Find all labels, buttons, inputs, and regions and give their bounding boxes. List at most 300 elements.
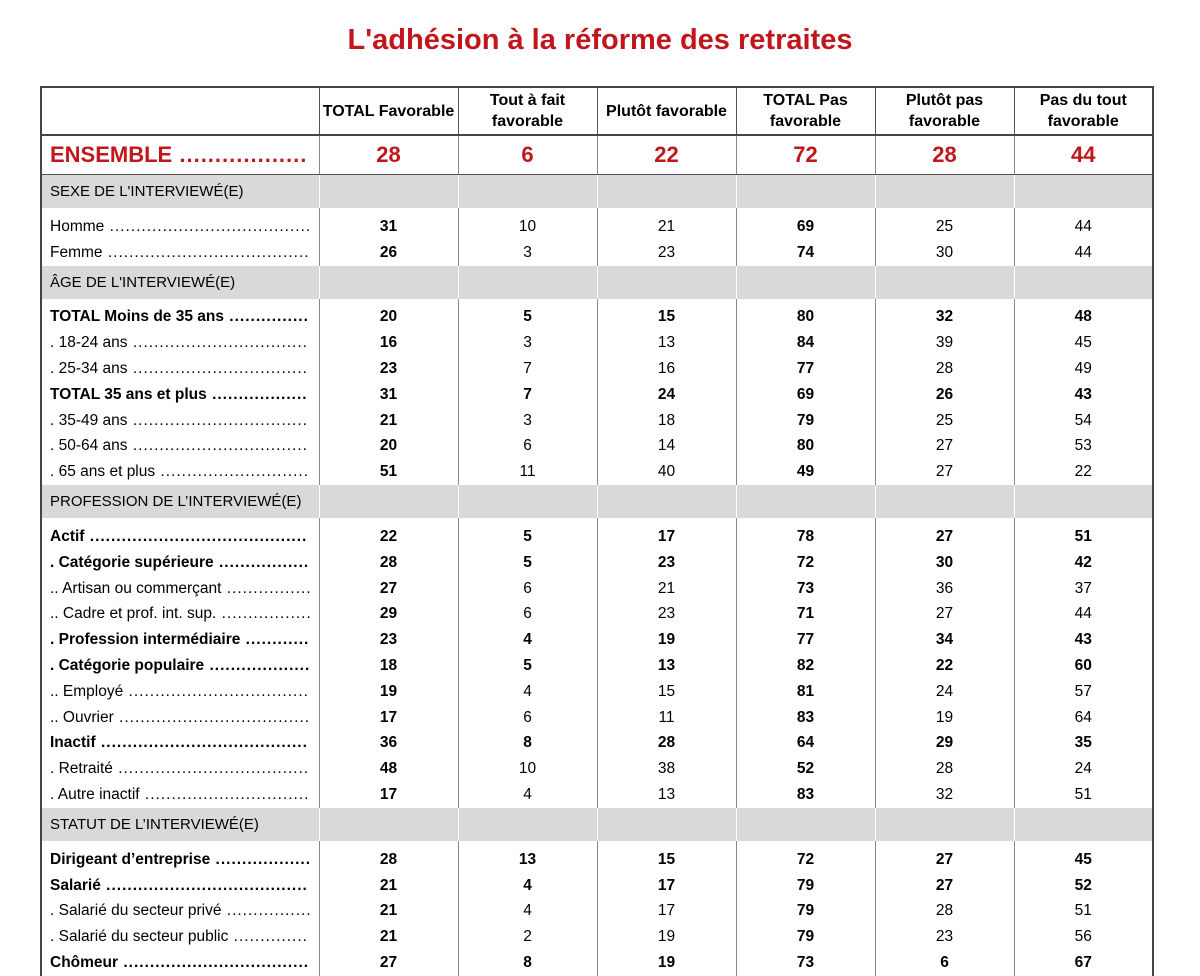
row-label-text: Homme	[50, 217, 105, 235]
leader-dots: ......................................	[102, 243, 310, 261]
row-label	[41, 627, 319, 653]
ensemble-value: 28	[875, 135, 1014, 175]
row-label-text: .. Cadre et prof. int. sup.	[50, 605, 217, 623]
value-cell: 23	[875, 924, 1014, 950]
section-filler-cell	[736, 485, 875, 518]
value-cell: 53	[1014, 434, 1153, 460]
value-cell: 15	[597, 679, 736, 705]
table-row	[41, 305, 1153, 331]
header-corner	[41, 87, 319, 135]
table-row	[41, 214, 1153, 240]
value-cell: 27	[319, 950, 458, 976]
value-cell: 18	[319, 653, 458, 679]
section-filler-cell	[597, 485, 736, 518]
value-cell: 16	[597, 356, 736, 382]
table-row	[41, 705, 1153, 731]
row-label-text: TOTAL 35 ans et plus	[50, 385, 207, 403]
header-total-pas-favorable: TOTAL Pas favorable	[736, 87, 875, 135]
value-cell: 52	[1014, 873, 1153, 899]
header-plutot-pas-favorable: Plutôt pas favorable	[875, 87, 1014, 135]
value-cell: 22	[1014, 459, 1153, 485]
row-label-text: . 18-24 ans	[50, 334, 128, 352]
value-cell: 31	[319, 382, 458, 408]
value-cell: 3	[458, 330, 597, 356]
value-cell: 18	[597, 408, 736, 434]
leader-dots: ............	[240, 631, 310, 649]
value-cell: 27	[875, 459, 1014, 485]
value-cell: 20	[319, 305, 458, 331]
section-title: ÂGE DE L'INTERVIEWÉ(E)	[41, 266, 319, 299]
value-cell: 52	[736, 756, 875, 782]
value-cell: 19	[597, 924, 736, 950]
row-label	[41, 705, 319, 731]
section-filler-cell	[1014, 175, 1153, 209]
value-cell: 10	[458, 756, 597, 782]
table-row	[41, 924, 1153, 950]
section-filler-cell	[319, 175, 458, 209]
section-filler-cell	[597, 808, 736, 841]
row-label-text: . Catégorie populaire	[50, 657, 205, 675]
row-label-text: . Retraité	[50, 760, 113, 778]
row-label-text: Chômeur	[50, 954, 119, 972]
section-header-row	[41, 485, 1153, 518]
value-cell: 20	[319, 434, 458, 460]
row-label	[41, 602, 319, 628]
value-cell: 27	[875, 434, 1014, 460]
leader-dots: ...................	[204, 657, 311, 675]
table-row	[41, 679, 1153, 705]
row-label-text: . Salarié du secteur privé	[50, 902, 222, 920]
value-cell: 8	[458, 950, 597, 976]
table-row	[41, 899, 1153, 925]
value-cell: 6	[875, 950, 1014, 976]
value-cell: 4	[458, 627, 597, 653]
section-filler-cell	[736, 175, 875, 209]
value-cell: 15	[597, 847, 736, 873]
value-cell: 28	[597, 731, 736, 757]
value-cell: 49	[736, 459, 875, 485]
value-cell: 25	[875, 408, 1014, 434]
leader-dots: ......................................	[104, 217, 312, 235]
row-label	[41, 434, 319, 460]
table-row	[41, 434, 1153, 460]
value-cell: 60	[1014, 653, 1153, 679]
row-label-text: . Catégorie supérieure	[50, 553, 214, 571]
value-cell: 39	[875, 330, 1014, 356]
leader-dots: ................	[221, 902, 312, 920]
value-cell: 6	[458, 602, 597, 628]
value-cell: 22	[319, 524, 458, 550]
value-cell: 16	[319, 330, 458, 356]
leader-dots: ....................................	[113, 708, 311, 726]
row-label	[41, 240, 319, 266]
value-cell: 22	[875, 653, 1014, 679]
value-cell: 24	[597, 382, 736, 408]
table-row	[41, 356, 1153, 382]
value-cell: 29	[875, 731, 1014, 757]
value-cell: 4	[458, 679, 597, 705]
value-cell: 28	[319, 847, 458, 873]
table-row	[41, 524, 1153, 550]
value-cell: 23	[597, 602, 736, 628]
value-cell: 10	[458, 214, 597, 240]
table-row	[41, 950, 1153, 976]
table-row	[41, 782, 1153, 808]
value-cell: 5	[458, 524, 597, 550]
value-cell: 44	[1014, 214, 1153, 240]
value-cell: 13	[597, 330, 736, 356]
leader-dots: ...............................	[139, 786, 310, 804]
value-cell: 3	[458, 240, 597, 266]
leader-dots: .................................	[127, 334, 308, 352]
leader-dots: ......................................	[100, 876, 308, 894]
value-cell: 17	[319, 705, 458, 731]
ensemble-value: 72	[736, 135, 875, 175]
table-body	[41, 135, 1153, 976]
value-cell: 13	[597, 653, 736, 679]
value-cell: 6	[458, 576, 597, 602]
value-cell: 27	[875, 873, 1014, 899]
value-cell: 27	[319, 576, 458, 602]
row-label-text: . 50-64 ans	[50, 437, 128, 455]
value-cell: 27	[875, 524, 1014, 550]
value-cell: 35	[1014, 731, 1153, 757]
section-filler-cell	[1014, 808, 1153, 841]
section-filler-cell	[319, 808, 458, 841]
value-cell: 37	[1014, 576, 1153, 602]
value-cell: 13	[458, 847, 597, 873]
row-label-text: Dirigeant d’entreprise	[50, 850, 211, 868]
table-row	[41, 653, 1153, 679]
section-title: SEXE DE L'INTERVIEWÉ(E)	[41, 175, 319, 209]
value-cell: 51	[1014, 782, 1153, 808]
value-cell: 2	[458, 924, 597, 950]
row-label-text: . Autre inactif	[50, 786, 140, 804]
value-cell: 79	[736, 899, 875, 925]
value-cell: 17	[319, 782, 458, 808]
value-cell: 72	[736, 847, 875, 873]
value-cell: 29	[319, 602, 458, 628]
row-label	[41, 330, 319, 356]
value-cell: 19	[597, 950, 736, 976]
value-cell: 77	[736, 356, 875, 382]
leader-dots: ..............	[228, 928, 308, 946]
value-cell: 30	[875, 550, 1014, 576]
leader-dots: .................................	[127, 437, 308, 455]
row-label-text: . 65 ans et plus	[50, 463, 156, 481]
value-cell: 48	[1014, 305, 1153, 331]
row-label-text: TOTAL Moins de 35 ans	[50, 308, 224, 326]
row-label	[41, 214, 319, 240]
value-cell: 82	[736, 653, 875, 679]
value-cell: 28	[875, 899, 1014, 925]
value-cell: 69	[736, 382, 875, 408]
leader-dots: .......................................	[95, 734, 308, 752]
value-cell: 21	[597, 214, 736, 240]
row-label-text: Salarié	[50, 876, 101, 894]
ensemble-label-text: ENSEMBLE	[50, 142, 173, 167]
leader-dots: .................	[213, 553, 310, 571]
value-cell: 42	[1014, 550, 1153, 576]
value-cell: 24	[1014, 756, 1153, 782]
header-pas-du-tout-favorable: Pas du tout favorable	[1014, 87, 1153, 135]
section-filler-cell	[736, 266, 875, 299]
value-cell: 31	[319, 214, 458, 240]
table-row	[41, 847, 1153, 873]
row-label-text: .. Artisan ou commerçant	[50, 579, 222, 597]
value-cell: 79	[736, 408, 875, 434]
section-filler-cell	[875, 266, 1014, 299]
value-cell: 19	[875, 705, 1014, 731]
row-label-text: . 25-34 ans	[50, 360, 128, 378]
value-cell: 25	[875, 214, 1014, 240]
section-filler-cell	[458, 808, 597, 841]
header-total-favorable: TOTAL Favorable	[319, 87, 458, 135]
section-filler-cell	[458, 266, 597, 299]
row-label	[41, 550, 319, 576]
leader-dots: ................	[221, 579, 312, 597]
value-cell: 56	[1014, 924, 1153, 950]
value-cell: 28	[875, 356, 1014, 382]
value-cell: 26	[319, 240, 458, 266]
value-cell: 4	[458, 782, 597, 808]
value-cell: 54	[1014, 408, 1153, 434]
row-label	[41, 731, 319, 757]
value-cell: 6	[458, 434, 597, 460]
leader-dots: .................	[216, 605, 312, 623]
table-row	[41, 627, 1153, 653]
section-filler-cell	[1014, 266, 1153, 299]
row-label	[41, 356, 319, 382]
section-filler-cell	[597, 175, 736, 209]
value-cell: 21	[319, 899, 458, 925]
section-header-row	[41, 175, 1153, 209]
row-label	[41, 679, 319, 705]
value-cell: 51	[1014, 899, 1153, 925]
section-filler-cell	[597, 266, 736, 299]
row-label	[41, 782, 319, 808]
value-cell: 32	[875, 782, 1014, 808]
leader-dots: ....................................	[112, 760, 310, 778]
value-cell: 28	[875, 756, 1014, 782]
row-label-text: Femme	[50, 243, 103, 261]
value-cell: 51	[319, 459, 458, 485]
value-cell: 44	[1014, 240, 1153, 266]
value-cell: 81	[736, 679, 875, 705]
value-cell: 30	[875, 240, 1014, 266]
row-label	[41, 305, 319, 331]
ensemble-row	[41, 135, 1153, 175]
value-cell: 38	[597, 756, 736, 782]
value-cell: 21	[597, 576, 736, 602]
value-cell: 27	[875, 847, 1014, 873]
value-cell: 83	[736, 782, 875, 808]
leader-dots: .........................................	[84, 528, 308, 546]
row-label-text: Actif	[50, 528, 85, 546]
header-plutot-favorable: Plutôt favorable	[597, 87, 736, 135]
value-cell: 19	[319, 679, 458, 705]
value-cell: 36	[319, 731, 458, 757]
value-cell: 45	[1014, 330, 1153, 356]
value-cell: 7	[458, 356, 597, 382]
row-label	[41, 524, 319, 550]
value-cell: 71	[736, 602, 875, 628]
value-cell: 43	[1014, 627, 1153, 653]
section-filler-cell	[875, 175, 1014, 209]
ensemble-value: 22	[597, 135, 736, 175]
value-cell: 27	[875, 602, 1014, 628]
section-title: PROFESSION DE L’INTERVIEWÉ(E)	[41, 485, 319, 518]
value-cell: 11	[597, 705, 736, 731]
value-cell: 49	[1014, 356, 1153, 382]
table-row	[41, 550, 1153, 576]
value-cell: 77	[736, 627, 875, 653]
section-filler-cell	[458, 175, 597, 209]
table-row	[41, 731, 1153, 757]
row-label	[41, 873, 319, 899]
value-cell: 5	[458, 550, 597, 576]
value-cell: 64	[736, 731, 875, 757]
value-cell: 67	[1014, 950, 1153, 976]
section-filler-cell	[1014, 485, 1153, 518]
page-title: L'adhésion à la réforme des retraites	[347, 24, 853, 56]
leader-dots: .................................	[127, 360, 308, 378]
value-cell: 24	[875, 679, 1014, 705]
value-cell: 8	[458, 731, 597, 757]
value-cell: 21	[319, 924, 458, 950]
section-filler-cell	[875, 808, 1014, 841]
value-cell: 14	[597, 434, 736, 460]
value-cell: 21	[319, 408, 458, 434]
row-label	[41, 408, 319, 434]
value-cell: 74	[736, 240, 875, 266]
value-cell: 48	[319, 756, 458, 782]
value-cell: 4	[458, 899, 597, 925]
section-filler-cell	[319, 266, 458, 299]
table-row	[41, 576, 1153, 602]
row-label	[41, 756, 319, 782]
value-cell: 51	[1014, 524, 1153, 550]
leader-dots: ..................	[206, 385, 308, 403]
leader-dots: ............................	[155, 463, 310, 481]
value-cell: 26	[875, 382, 1014, 408]
row-label	[41, 950, 319, 976]
row-label	[41, 847, 319, 873]
table-row	[41, 330, 1153, 356]
value-cell: 5	[458, 653, 597, 679]
row-label	[41, 899, 319, 925]
section-filler-cell	[319, 485, 458, 518]
section-filler-cell	[736, 808, 875, 841]
value-cell: 6	[458, 705, 597, 731]
value-cell: 73	[736, 950, 875, 976]
leader-dots: ..................	[210, 850, 312, 868]
header-row	[41, 87, 1153, 135]
value-cell: 13	[597, 782, 736, 808]
value-cell: 83	[736, 705, 875, 731]
table-row	[41, 382, 1153, 408]
leader-dots: ..................	[172, 142, 308, 167]
value-cell: 57	[1014, 679, 1153, 705]
section-title: STATUT DE L’INTERVIEWÉ(E)	[41, 808, 319, 841]
value-cell: 79	[736, 873, 875, 899]
results-table	[40, 86, 1154, 976]
ensemble-label	[41, 135, 319, 175]
table-row	[41, 756, 1153, 782]
value-cell: 15	[597, 305, 736, 331]
value-cell: 7	[458, 382, 597, 408]
value-cell: 78	[736, 524, 875, 550]
header-tout-a-fait-favorable: Tout à fait favorable	[458, 87, 597, 135]
value-cell: 36	[875, 576, 1014, 602]
row-label-text: . Salarié du secteur public	[50, 928, 229, 946]
value-cell: 84	[736, 330, 875, 356]
value-cell: 17	[597, 899, 736, 925]
leader-dots: ..................................	[123, 682, 309, 700]
row-label	[41, 459, 319, 485]
row-label	[41, 653, 319, 679]
row-label	[41, 576, 319, 602]
ensemble-value: 28	[319, 135, 458, 175]
section-filler-cell	[875, 485, 1014, 518]
value-cell: 23	[597, 550, 736, 576]
row-label	[41, 924, 319, 950]
leader-dots: ...................................	[118, 954, 310, 972]
value-cell: 40	[597, 459, 736, 485]
value-cell: 34	[875, 627, 1014, 653]
value-cell: 45	[1014, 847, 1153, 873]
value-cell: 17	[597, 873, 736, 899]
table-row	[41, 408, 1153, 434]
value-cell: 80	[736, 305, 875, 331]
section-header-row	[41, 266, 1153, 299]
value-cell: 3	[458, 408, 597, 434]
value-cell: 80	[736, 434, 875, 460]
value-cell: 19	[597, 627, 736, 653]
value-cell: 23	[597, 240, 736, 266]
value-cell: 73	[736, 576, 875, 602]
ensemble-value: 44	[1014, 135, 1153, 175]
value-cell: 21	[319, 873, 458, 899]
table-row	[41, 240, 1153, 266]
leader-dots: .................................	[127, 411, 308, 429]
section-filler-cell	[458, 485, 597, 518]
row-label-text: . Profession intermédiaire	[50, 631, 241, 649]
value-cell: 32	[875, 305, 1014, 331]
row-label-text: .. Ouvrier	[50, 708, 114, 726]
section-header-row	[41, 808, 1153, 841]
value-cell: 5	[458, 305, 597, 331]
value-cell: 23	[319, 356, 458, 382]
row-label	[41, 382, 319, 408]
ensemble-value: 6	[458, 135, 597, 175]
value-cell: 23	[319, 627, 458, 653]
value-cell: 69	[736, 214, 875, 240]
value-cell: 44	[1014, 602, 1153, 628]
value-cell: 72	[736, 550, 875, 576]
value-cell: 43	[1014, 382, 1153, 408]
value-cell: 79	[736, 924, 875, 950]
row-label-text: Inactif	[50, 734, 96, 752]
table-row	[41, 459, 1153, 485]
value-cell: 64	[1014, 705, 1153, 731]
row-label-text: . 35-49 ans	[50, 411, 128, 429]
row-label-text: .. Employé	[50, 682, 124, 700]
table-row	[41, 873, 1153, 899]
value-cell: 11	[458, 459, 597, 485]
value-cell: 4	[458, 873, 597, 899]
value-cell: 17	[597, 524, 736, 550]
